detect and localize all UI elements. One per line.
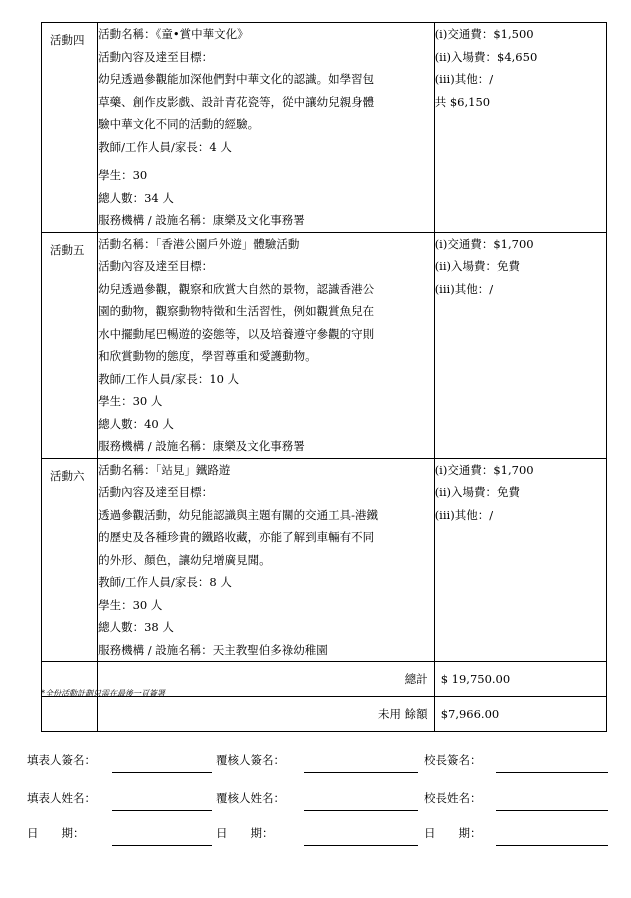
activity-line: 活動名稱：《童•賞中華文化》 [98, 27, 249, 41]
activity-line: 活動內容及達至目標： [98, 49, 214, 64]
activity-line: 服務機構 / 設施名稱：康樂及文化事務署 [98, 213, 305, 227]
remaining-label: 未用 餘額 [98, 697, 435, 732]
activity-line: 活動內容及達至目標： [98, 259, 214, 273]
signature-row [0, 752, 631, 774]
activity-label: 活動四 [50, 33, 85, 47]
signature-label: 填表人簽名： [27, 753, 96, 767]
date-label: 日 期： [424, 826, 482, 840]
date-line[interactable] [112, 845, 212, 846]
total-value: $ 19,750.00 [434, 662, 606, 697]
cost-line: (iii)其他：/ [434, 507, 494, 522]
activity-line: 總人數：40 人 [98, 416, 174, 431]
date-label: 日 期： [27, 826, 85, 840]
remaining-value: $7,966.00 [434, 697, 606, 732]
cost-line: (ii)入場費：$4,650 [434, 49, 538, 64]
activity-line: 活動名稱：「香港公園戶外遊」體驗活動 [98, 236, 300, 251]
signature-label: 校長姓名： [424, 791, 482, 805]
cost-line: (i)交通費：$1,700 [434, 236, 534, 251]
total-label: 總計 [98, 662, 435, 697]
date-label: 日 期： [216, 826, 274, 840]
activity-line: 教師/工作人員/家長：10 人 [98, 371, 240, 386]
activity-line: 草藥、創作皮影戲、設計青花瓷等，從中讓幼兒親身體 [98, 94, 375, 109]
footnote: *全份活動計劃只需在最後一頁簽署 [41, 689, 165, 698]
signature-row [0, 790, 631, 812]
activity-budget-table [41, 22, 607, 732]
activity-line: 驗中華文化不同的活動的經驗。 [98, 117, 260, 131]
activity-line: 幼兒透過參觀能加深他們對中華文化的認識。如學習包 [98, 72, 375, 86]
signature-row [0, 825, 631, 847]
activity-line: 學生：30 [98, 168, 148, 182]
activity-line: 服務機構 / 設施名稱：天主教聖伯多祿幼稚園 [98, 642, 328, 657]
activity-costs [434, 232, 606, 458]
activity-line: 活動內容及達至目標： [98, 485, 214, 499]
signature-line[interactable] [496, 772, 608, 773]
activity-line: 和欣賞動物的態度，學習尊重和愛護動物。 [98, 349, 317, 363]
activity-line: 服務機構 / 設施名稱：康樂及文化事務署 [98, 439, 305, 453]
cost-line: (iii)其他：/ [434, 72, 494, 86]
empty-cell [42, 697, 98, 732]
cost-line: (i)交通費：$1,700 [434, 462, 534, 477]
cost-line: (iii)其他：/ [434, 281, 494, 296]
activity-line: 學生：30 人 [98, 394, 163, 408]
activity-line: 的外形、顏色，讓幼兒增廣見聞。 [98, 552, 271, 567]
activity-line: 透過參觀活動，幼兒能認識與主題有關的交通工具-港鐵 [98, 507, 378, 522]
activity-costs [434, 458, 606, 662]
activity-line: 活動名稱：「站見」鐵路遊 [98, 462, 231, 477]
table-row [42, 232, 607, 458]
activity-description [98, 458, 435, 662]
activity-line: 學生：30 人 [98, 597, 163, 612]
activity-label: 活動五 [50, 242, 85, 257]
cost-line: 共 $6,150 [434, 94, 491, 109]
table-row [42, 458, 607, 662]
cost-line: (i)交通費：$1,500 [434, 27, 534, 41]
activity-line: 水中擺動尾巴暢遊的姿態等，以及培養遵守參觀的守則 [98, 326, 375, 341]
remaining-row [42, 697, 607, 732]
signature-line[interactable] [304, 772, 418, 773]
signature-line[interactable] [304, 810, 418, 811]
activity-line: 的歷史及各種珍貴的鐵路收藏，亦能了解到車輛有不同 [98, 530, 375, 544]
activity-label-cell [42, 458, 98, 662]
date-line[interactable] [496, 845, 608, 846]
activity-description [98, 23, 435, 233]
signature-label: 填表人姓名： [27, 791, 96, 805]
signature-line[interactable] [496, 810, 608, 811]
activity-costs [434, 23, 606, 233]
cost-line: (ii)入場費：免費 [434, 485, 521, 499]
activity-line: 教師/工作人員/家長：4 人 [98, 139, 232, 154]
activity-line: 幼兒透過參觀，觀察和欣賞大自然的景物，認識香港公 [98, 281, 375, 296]
activity-line: 總人數：34 人 [98, 190, 174, 205]
table-row [42, 23, 607, 233]
activity-label-cell [42, 232, 98, 458]
signature-label: 覆核人簽名： [216, 753, 285, 767]
activity-label-cell [42, 23, 98, 233]
signature-label: 覆核人姓名： [216, 791, 285, 805]
activity-line: 教師/工作人員/家長：8 人 [98, 575, 232, 589]
signature-line[interactable] [112, 772, 212, 773]
cost-line: (ii)入場費：免費 [434, 259, 521, 273]
activity-description [98, 232, 435, 458]
activity-label: 活動六 [50, 468, 85, 483]
activity-line: 園的動物，觀察動物特徵和生活習性，例如觀賞魚兒在 [98, 304, 375, 318]
activity-line: 總人數：38 人 [98, 620, 174, 634]
signature-label: 校長簽名： [424, 753, 482, 767]
signature-line[interactable] [112, 810, 212, 811]
date-line[interactable] [304, 845, 418, 846]
